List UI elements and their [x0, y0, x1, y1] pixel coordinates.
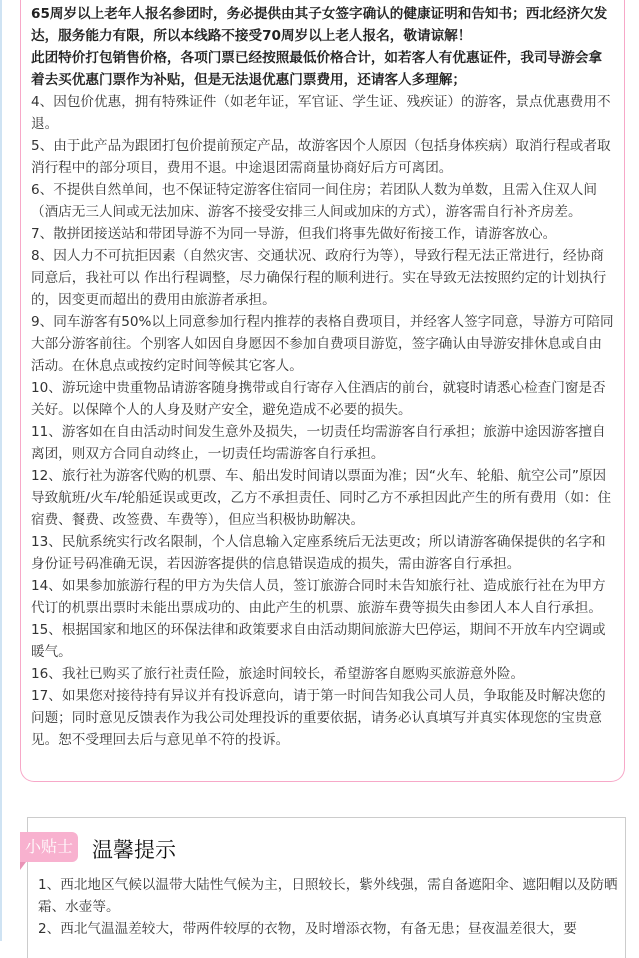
notice-item: 16、我社已购买了旅行社责任险，旅途时间较长，希望游客自愿购买旅游意外险。 — [31, 666, 525, 682]
notice-item: 14、如果参加旅游行程的甲方为失信人员，签订旅游合同时未告知旅行社、造成旅行社在为甲方代订的机票出票时未能出票成功的、由此产生的机票、旅游车费等损失由参团人本人自行承担。 — [31, 578, 606, 616]
bold-notice-1: 65周岁以上老年人报名参团时，务必提供由其子女签字确认的健康证明和告知书；西北经济欠发达，服务能力有限，所以本线路不接受70周岁以上老人报名，敬请谅解！ — [31, 6, 608, 44]
notice-item: 13、民航系统实行改名限制，个人信息输入定座系统后无法更改；所以请游客确保提供的名字和身份证号码准确无误，若因游客提供的信息错误造成的损失，需由游客自行承担。 — [31, 534, 606, 572]
tip-item: 2、西北气温温差较大，带两件较厚的衣物，及时增添衣物，有备无患；昼夜温差很大，要 — [38, 921, 577, 937]
notice-item: 8、因人力不可抗拒因素（自然灾害、交通状况、政府行为等），导致行程无法正常进行，经协商同意后，我社可以 作出行程调整，尽力确保行程的顺利进行。实在导致无法按照约定的计划执行的，因变更而超出的费用由旅游者承担。 — [31, 248, 607, 308]
notice-item: 7、散拼团接送站和带团导游不为同一导游，但我们将事先做好衔接工作，请游客放心。 — [31, 226, 557, 242]
tips-list — [38, 874, 618, 940]
tips-badge: 小贴士 — [20, 832, 78, 862]
notice-item: 17、如果您对接待持有异议并有投诉意向，请于第一时间告知我公司人员，争取能及时解决您的问题；同时意见反馈表作为我公司处理投诉的重要依据，请务必认真填写并真实体现您的宝贵意见。恕不受理回去后与意见单不符的投诉。 — [31, 688, 606, 748]
notice-item: 5、由于此产品为跟团打包价提前预定产品，故游客因个人原因（包括身体疾病）取消行程或者取消行程中的部分项目，费用不退。中途退团需商量协商好后方可离团。 — [31, 138, 611, 176]
notice-item: 6、不提供自然单间，也不保证特定游客住宿同一间住房；若团队人数为单数，且需入住双人间（酒店无三人间或无法加床、游客不接受安排三人间或加床的方式），游客需自行补齐房差。 — [31, 182, 597, 220]
left-edge-strip — [0, 0, 2, 941]
notice-item: 12、旅行社为游客代购的机票、车、船出发时间请以票面为准；因“火车、轮船、航空公司”原因导致航班/火车/轮船延误或更改，乙方不承担责任、同时乙方不承担因此产生的所有费用（如：住宿费、餐费、改签费、车费等），但应当积极协助解决。 — [31, 468, 612, 528]
bold-notice-2: 此团特价打包销售价格，各项门票已经按照最低价格合计，如若客人有优惠证件，我司导游会拿着去买优惠门票作为补贴，但是无法退优惠门票费用，还请客人多理解； — [31, 50, 602, 88]
notice-item: 11、游客如在自由活动时间发生意外及损失，一切责任均需游客自行承担；旅游中途因游客擅自离团，则双方合同自动终止，一切责任均需游客自行承担。 — [31, 424, 606, 462]
notice-item: 15、根据国家和地区的环保法律和政策要求自由活动期间旅游大巴停运，期间不开放车内空调或暖气。 — [31, 622, 606, 660]
notice-box — [20, 0, 625, 782]
notice-item: 10、游玩途中贵重物品请游客随身携带或自行寄存入住酒店的前台，就寝时请悉心检查门窗是否关好。以保障个人的人身及财产安全，避免造成不必要的损失。 — [31, 380, 606, 418]
notice-item: 9、同车游客有50%以上同意参加行程内推荐的表格自费项目，并经客人签字同意，导游方可陪同大部分游客前往。个别客人如因自身愿因不参加自费项目游览，签字确认由导游安排休息或自由活动。在休息点或按约定时间等候其它客人。 — [31, 314, 614, 374]
tip-item: 1、西北地区气候以温带大陆性气候为主，日照较长，紫外线强，需自备遮阳伞、遮阳帽以及防晒霜、水壶等。 — [38, 877, 618, 915]
tips-title: 温馨提示 — [92, 838, 176, 862]
notice-item: 4、因包价优惠，拥有特殊证件（如老年证，军官证、学生证、残疾证）的游客，景点优惠费用不退。 — [31, 94, 611, 132]
